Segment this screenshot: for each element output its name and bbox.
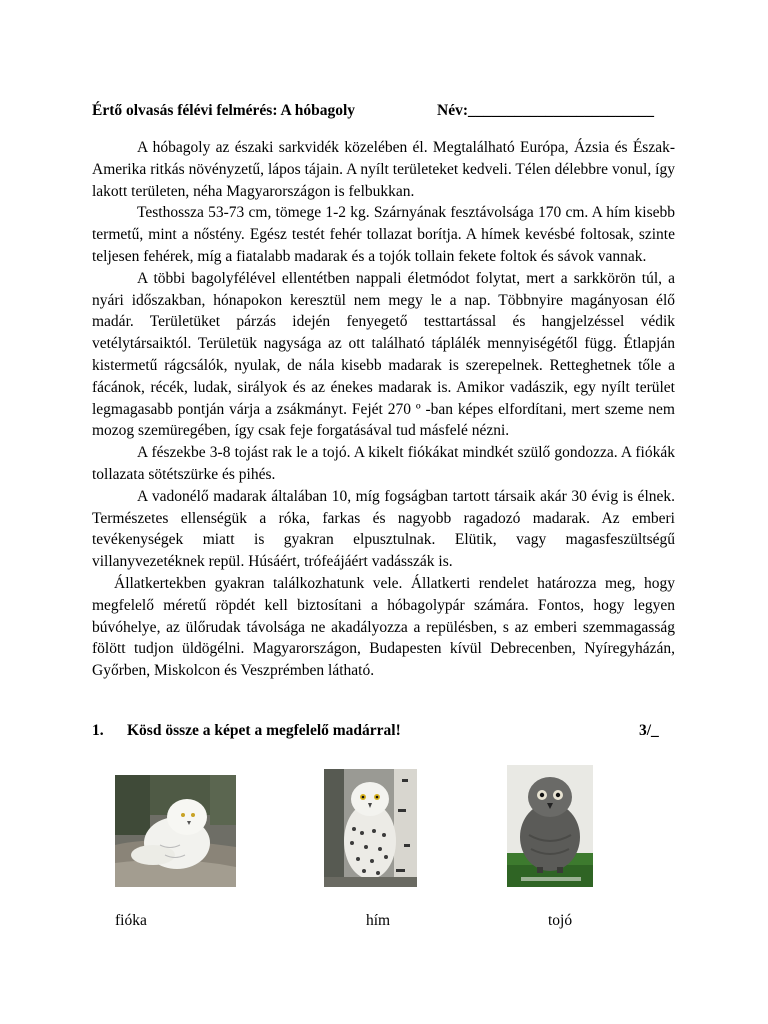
paragraph-habitat: A hóbagoly az északi sarkvidék közelében él. Megtalálható Európa, Ázsia és Észak-Amerika ritkás növényzetű, lápos tájain. A nyílt területeket kedveli. Télen délebbre vonul, így lakott területen, néha Magyarországon is felbukkan. (92, 139, 675, 200)
task-instruction: Kösd össze a képet a megfelelő madárral! (127, 722, 401, 739)
photo-white-owl (115, 775, 236, 887)
caption-female: tojó (548, 912, 573, 929)
task-score: 3/_ (639, 722, 659, 739)
paragraph-zoo: Állatkertekben gyakran találkozhatunk vele. Állatkerti rendelet határozza meg, hogy megfelelő méretű röpdét kell biztosítani a hóbagolypár számára. Fontos, hogy legyen búvóhelye, az ülőrudak távolsága ne akadályozza a repülésben, s az emberi szemmagasság fölött tudjon üldögélni. Magyarországon, Budapesten kívül Debrecenben, Nyíregyházán, Győrben, Miskolcon és Veszprémben látható. (92, 574, 675, 680)
caption-chick: fióka (115, 912, 147, 929)
reading-text (92, 137, 675, 682)
task-number: 1. (92, 722, 104, 739)
paragraph-nesting: A fészekbe 3-8 tojást rak le a tojó. A kikelt fiókákat mindkét szülő gondozza. A fiókák tollazata sötétszürke és pihés. (92, 444, 675, 483)
paragraph-body-size: Testhossza 53-73 cm, tömege 1-2 kg. Szárnyának fesztávolsága 170 cm. A hím kisebb termetű, mint a nőstény. Egész testét fehér tollazat borítja. A hímek kevésbé foltosak, szinte teljesen fehérek, míg a fiatalabb madarak és a tojók tollain fekete foltok és sávok vannak. (92, 204, 675, 265)
worksheet-title: Értő olvasás félévi felmérés: A hóbagoly (92, 102, 356, 119)
name-field-label: Név:________________________ (437, 102, 654, 119)
paragraph-lifespan: A vadonélő madarak általában 10, míg fogságban tartott társaik akár 30 évig is élnek. Természetes ellenségük a róka, farkas és nagyobb ragadozó madarak. Az emberi tevékenységek miatt is gyakran elpusztulnak. Elütik, vagy magasfeszültségű villanyvezetéknek repül. Húsáért, trófeájáért vadásszák is. (92, 487, 675, 571)
worksheet-header (92, 102, 692, 124)
paragraph-lifestyle: A többi bagolyfélével ellentétben nappali életmódot folytat, mert a sarkkörön túl, a nyári időszakban, hónapokon keresztül nem megy le a nap. Többnyire magányosan élő madár. Területüket párzás idején fenyegető testtartással és hangjelzéssel védik vetélytársaiktól. Területük nagysága az ott található táplálék mennyiségétől függ. Étlapján kistermetű rágcsálók, nyulak, de nála kisebb madarak is szerepelnek. Retteghetnek tőle a fácánok, récék, ludak, sirályok és az énekes madarak is. Amikor vadászik, egy nyílt terület legmagasabb pontján várja a zsákmányt. Fejét 270 º -ban képes elfordítani, mert szeme nem mozog szemüregében, így csak feje forgatásával tud másfelé nézni. (92, 269, 675, 440)
task-1 (92, 722, 675, 744)
photo-owl-chick (507, 765, 593, 887)
photo-spotted-owl (324, 769, 417, 887)
caption-male: hím (366, 912, 391, 929)
